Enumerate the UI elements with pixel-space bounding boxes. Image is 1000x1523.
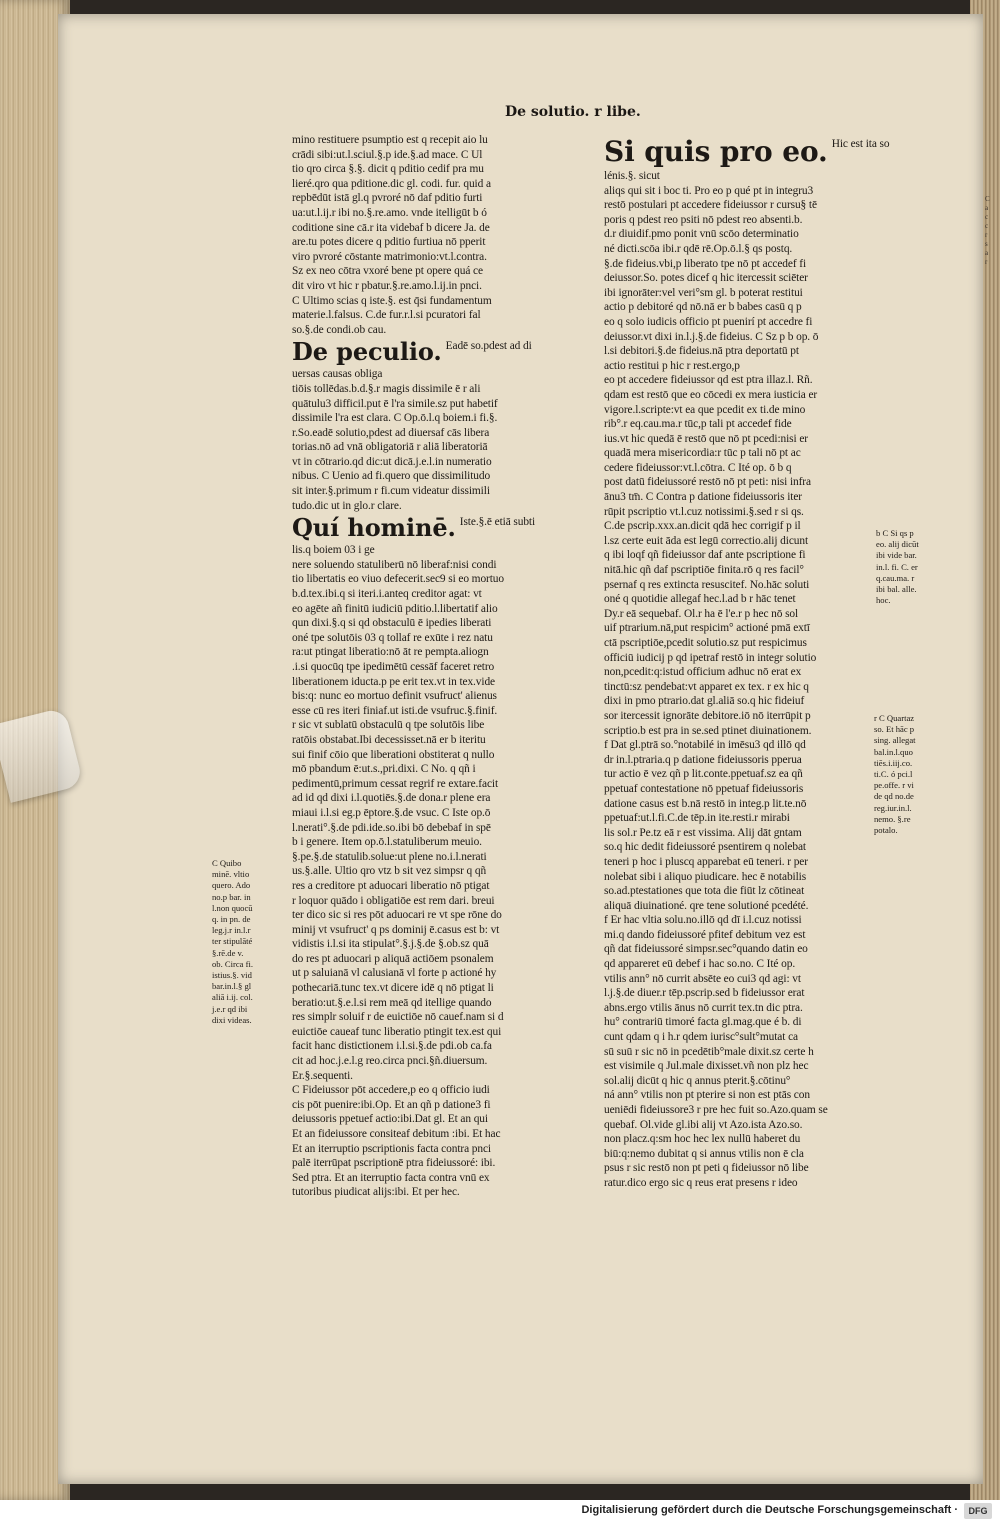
heading-de-peculio	[292, 337, 547, 367]
text-line: ius.vt hic quedā ē restō que nō pt pcedi:nisi er	[604, 432, 808, 445]
text-line: ut p saluianā vl calusianā vl forte p actioné hy	[292, 967, 497, 980]
left-text-column	[292, 133, 547, 1200]
margin-note-line: reg.iur.in.l.	[874, 802, 912, 813]
text-line: Et an fideiussore consiteaf debitum :ibi. Et hac	[292, 1128, 501, 1140]
text-line: pothecariā.tunc tex.vt dicere idē q nō ptigat li	[292, 982, 494, 995]
margin-note-line: aliā i.ij. col.	[212, 992, 253, 1003]
text-line: Er.§.sequenti.	[292, 1069, 353, 1082]
text-line: so.§.de condi.ob cau.	[292, 323, 387, 336]
margin-note-line: j.e.r qd ibi	[212, 1003, 248, 1014]
margin-note-line: leg.j.r in.l.r	[212, 925, 251, 936]
margin-note-line: ibi vide bar.	[876, 550, 917, 561]
text-line: lis.q boiem 03 i ge	[292, 544, 375, 557]
left-column-bottom-paragraph	[292, 543, 547, 1200]
margin-note-line: quero. Ado	[212, 880, 251, 891]
text-line: facit hanc distictionem i.l.si.§.de pdi.ob ca.fa	[292, 1040, 492, 1053]
margin-note-line: b C Si qs p	[876, 528, 914, 538]
margin-note-line: minē. vltio	[212, 869, 250, 880]
text-line: datione casus est b.nā restō in integ.p lit.te.nō	[604, 797, 807, 810]
margin-note-line: §.rē.de v.	[212, 947, 244, 958]
text-line: beratio:ut.§.e.l.si rem meā qd itellige quando	[292, 996, 492, 1009]
text-line: §.pe.§.de statulib.solue:ut plene no.i.l.nerati	[292, 850, 487, 863]
margin-note-line: nemo. §.re	[874, 813, 911, 824]
margin-note-line: so. Et hāc p	[874, 724, 915, 735]
text-line: actio restitui p hic r rest.ergo,p	[604, 359, 740, 372]
text-line: mino restituere psumptio est q recepit aio lu	[292, 134, 488, 146]
text-line: eo q solo iudicis officio pt puenirí pt accedre fi	[604, 315, 813, 328]
margin-note-line: in.l. fi. C. er	[876, 561, 918, 572]
text-line: non placz.q:sm hoc hec lex nullū haberet du	[604, 1133, 801, 1146]
heading-si-quis-pro-eo-tail: Hic est ita so	[831, 138, 890, 150]
text-line: l.sz certe euit āda est legū correctio.alij dicunt	[604, 534, 809, 547]
left-column-mid-paragraph	[292, 367, 547, 513]
text-line: pedimentū,primum cessat regrif re extare.facit	[292, 777, 499, 790]
margin-note-line: istius.§. vid	[212, 970, 252, 981]
text-line: f Er hac vltia solu.no.illō qd dī i.l.cuz notissi	[604, 914, 802, 927]
right-margin-note-2	[874, 713, 944, 836]
text-line: b.d.tex.ibi.q si iteri.i.anteq creditor agat: vt	[292, 588, 482, 601]
text-line: aliquā diuinationé. qre tene solutioné pcedété.	[604, 899, 809, 912]
margin-note-line: bar.in.l.§ gl	[212, 981, 252, 992]
margin-note-line: tiēs.i.iij.co.	[874, 757, 913, 768]
text-line: qñ dat fideiussoré simpsr.sec°quando datin eo	[604, 943, 808, 956]
text-line: deiussoris ppetuef actio:ibi.Dat gl. Et an qui	[292, 1113, 488, 1126]
text-line: bis:q: nunc eo mortuo definit vsufruct' alienus	[292, 690, 497, 703]
margin-note-line: r C Quartaz	[874, 713, 915, 723]
text-line: sū suū r sic nō in pcedētib°male dixit.sz certe h	[604, 1045, 814, 1058]
far-right-margin-fragment	[985, 195, 1000, 267]
text-line: nere soluendo statuliberū nō liberaf:nisi condi	[292, 558, 497, 571]
margin-note-line: c	[985, 222, 989, 230]
margin-note-line: l.non quocū	[212, 902, 253, 913]
text-line: officiū iudicij p qd ipetraf restō in integr solutio	[604, 651, 817, 664]
margin-note-line: dixi videas.	[212, 1014, 252, 1025]
text-line: quātulu3 difficil.put ē l'ra simile.sz put habetif	[292, 397, 498, 410]
margin-note-line: C	[985, 195, 990, 203]
margin-note-line: pe.offe. r vi	[874, 780, 914, 791]
text-line: palē iterrūpat pscriptionē ptra fideiussoré: ibi.	[292, 1157, 496, 1170]
text-line: dissimile l'ra est clara. C Op.ō.l.q boiem.i fi.§.	[292, 412, 498, 425]
text-line: are.tu potes dicere q pditio furtiua nō pperit	[292, 236, 486, 249]
text-line: §.de fideius.vbi,p liberato tpe nō pt accedef fi	[604, 257, 807, 270]
text-line: aliqs qui sit i boc ti. Pro eo p qué pt in integru3	[604, 184, 814, 197]
margin-note-line: q. in pn. de	[212, 914, 251, 925]
text-line: ānu3 tm̄. C Contra p datione fideiussoris iter	[604, 491, 802, 504]
text-line: r loquor quādo i obligatiōe est rem dari. breui	[292, 894, 495, 907]
heading-qui-hominem-title: Quí hominē.	[292, 513, 456, 543]
text-line: l.si debitori.§.de fideius.nā ptra deportatū pt	[604, 345, 799, 358]
text-line: ppetuaf:ut.l.fi.C.de tēp.in ite.resti.r mirabi	[604, 812, 790, 825]
text-line: minij vt vsufruct' q ps dominij ē.casus est b: vt	[292, 923, 500, 936]
text-line: so.q hic dedit fideiussoré psentirem q nolebat	[604, 841, 806, 854]
text-line: qun dixi.§.q si qd obstaculū ē ipedies liberati	[292, 617, 492, 630]
margin-note-line: eo. alij dicūt	[876, 539, 919, 550]
text-line: eo pt accedere fideiussor qd est ptra illaz.l. Rñ.	[604, 374, 813, 387]
text-line: ua:ut.l.ij.r ibi no.§.re.amo. vnde itelligūt b ó	[292, 206, 487, 219]
right-margin-note-1	[876, 528, 946, 606]
text-line: d.r diuidif.pmo ponit vnū scōo determinatio	[604, 228, 799, 241]
text-line: l.nerati°.§.de pdi.ide.so.ibi bō debebaf in spē	[292, 821, 491, 834]
text-line: poris q pdest reo psiti nō pdest reo absenti.b.	[604, 213, 803, 226]
text-line: Sz ex neo cōtra vxoré bene pt opere quá ce	[292, 265, 483, 278]
text-line: uif ptrarium.nā,put respicim° actioné pmā extī	[604, 622, 810, 635]
text-line: Dy.r eā sequebaf. Ol.r ha ē l'e.r p hec nō sol	[604, 607, 799, 620]
text-line: tudo.dic ut in glo.r clare.	[292, 499, 402, 512]
text-line: hu° contrariū timoré facta gl.mag.que é b. di	[604, 1016, 802, 1029]
heading-si-quis-pro-eo	[604, 135, 890, 169]
margin-note-line: no.p bar. in	[212, 891, 251, 902]
text-line: coditione sine cā.r ita videbaf b dicere Ja. de	[292, 221, 490, 234]
text-line: psus r sic restō non pt peti q fideiussor nō libe	[604, 1162, 809, 1175]
heading-qui-hominem-tail: Iste.§.ē etiā subti	[459, 516, 536, 529]
text-line: qdam est restō que eo cōcedi ex mera iusticia er	[604, 388, 818, 401]
text-line: viro pvroré cōstante matrimonio:vt.l.contra.	[292, 250, 487, 263]
margin-note-line: sing. allegat	[874, 735, 916, 746]
text-line: ueniēdi fideiussore3 r pre hec fuit so.Azo.quam se	[604, 1104, 828, 1116]
text-line: so.ad.ptestationes que tota die fiūt lz cōtineat	[604, 885, 805, 898]
text-line: vt in cōtrario.qd dic:ut dicā.j.e.l.in numeratio	[292, 455, 492, 468]
footer-credit: Digitalisierung gefördert durch die Deutsche Forschungsgemeinschaft ·	[581, 1504, 958, 1516]
running-header: De solutio. r libe.	[505, 104, 641, 120]
text-line: mō pbandum ē:ut.s.,pri.dixi. C No. q qñ i	[292, 763, 476, 776]
dfg-logo: DFG	[964, 1503, 992, 1519]
text-line: C Ultimo scias q iste.§. est q̄si fundamentum	[292, 294, 492, 307]
margin-note-line: de qd no.de	[874, 791, 914, 802]
text-line: dixi in pmo ptrario.dat gl.aliā so.q hic fideiuf	[604, 695, 805, 708]
text-line: us.§.alle. Ultio qro vtz b sit vez simpsr q qñ	[292, 865, 487, 878]
margin-note-line: ter stipulāté	[212, 936, 253, 947]
text-line: C Fideiussor pōt accedere,p eo q officio iudi	[292, 1084, 490, 1097]
text-line: r sic vt sublatū obstaculū q tpe solutōis libe	[292, 719, 485, 732]
text-line: est visimile q Jul.male dixisset.vñ non plz hec	[604, 1060, 809, 1073]
text-line: dit viro vt hic r pbatur.§.re.amo.l.ij.in pnci.	[292, 279, 482, 292]
text-line: .i.si quocūq tpe ipedimētū cessāf faceret retro	[292, 661, 495, 673]
text-line: liberationem iducta.p pe erit tex.vt in tex.vide	[292, 675, 496, 688]
margin-note-line: a	[985, 249, 989, 257]
heading-qui-hominem	[292, 513, 547, 543]
text-line: repbēdūt istā gl.q pvroré nō daf pditio furti	[292, 192, 483, 205]
text-line: eo agēte añ finitū iudiciū pditio.l.libertatif alio	[292, 602, 498, 615]
text-line: lieré.qro qua pditione.dic gl. codi. fur. quid a	[292, 177, 491, 190]
text-line: deiussor.So. potes dicef q hic itercessit sciēter	[604, 272, 808, 285]
margin-note-line: q.cau.ma. r	[876, 572, 915, 583]
text-line: tur actio ē vez qñ p lit.conte.ppetuaf.sz ea qñ	[604, 768, 803, 781]
text-line: ctā pscriptiōe,pcedit solutio.sz put respicimus	[604, 637, 807, 649]
margin-note-line: hoc.	[876, 595, 891, 606]
text-line: C.de pscrip.xxx.an.dicit qdā hec corrigif p il	[604, 520, 801, 533]
margin-note-line: a	[985, 204, 989, 212]
margin-note-line: potalo.	[874, 825, 898, 836]
text-line: cit ad hoc.j.e.l.g reo.circa pnci.§ñ.diuersum.	[292, 1055, 488, 1068]
text-line: lénis.§. sicut	[604, 170, 660, 182]
text-line: ratōis obstabat.Ibi decessisset.nā er b iteritu	[292, 733, 486, 746]
margin-note-line: bal.in.l.quo	[874, 746, 913, 757]
text-line: ná ann° vtilis non pt pterire si non est ptās con	[604, 1089, 810, 1102]
text-line: l.j.§.de diuer.r tēp.pscrip.sed b fideiussor erat	[604, 987, 805, 1000]
text-line: abns.ergo vtilis ānus nō currit tex.tn dic ptra.	[604, 1001, 803, 1014]
text-line: quebaf. Ol.vide gl.ibi alij vt Azo.ista Azo.so.	[604, 1118, 803, 1131]
text-line: biū:q:nemo dubitat q si annus vtilis non ē cla	[604, 1147, 804, 1160]
margin-note-line: c	[985, 213, 989, 221]
text-line: Et an iterruptio pscriptionis facta contra pnci	[292, 1142, 491, 1155]
text-line: dr in.l.ptraria.q p datione fideiussoris pperua	[604, 753, 802, 766]
text-line: miaui i.l.si eg.p ēptore.§.de vsuc. C Iste op.ō	[292, 806, 491, 819]
text-line: qd appareret eū debef i hac so.no. C Ité op.	[604, 958, 796, 971]
text-line: mi.q dando fideiussoré pfitef debitum vez est	[604, 928, 806, 941]
footer-bar	[0, 1500, 1000, 1523]
text-line: materie.l.falsus. C.de fur.r.l.si pcuratori fal	[292, 309, 481, 322]
text-line: nolebat sibi i aliquo piudicare. hec ē notabilis	[604, 870, 807, 883]
text-line: ibi ignorāter:vel veri°sm gl. b poterat restitui	[604, 286, 803, 299]
text-line: teneri p hoc i pluscq apparebat eū teneri. r per	[604, 855, 808, 868]
heading-si-quis-pro-eo-title: Si quis pro eo.	[604, 135, 828, 168]
text-line: ra:ut ptingat liberatio:nō āt re pempta.aliogn	[292, 646, 489, 659]
heading-de-peculio-tail: Eadē so.pdest ad di	[445, 340, 532, 353]
left-column-top-paragraph	[292, 133, 547, 337]
text-line: ratur.dico ergo sic q reus erat presens r ideo	[604, 1176, 798, 1189]
text-line: cis pōt puenire:ibi.Op. Et an qñ p datione3 fi	[292, 1098, 491, 1111]
text-line: b i genere. Item op.ō.l.statuliberum meuio.	[292, 836, 482, 849]
text-line: uersas causas obliga	[292, 368, 383, 381]
text-line: ppetuaf contestatione nō ppetuaf fideiussoris	[604, 782, 804, 795]
text-line: vigore.l.scripte:vt ea que pcedit ex ti.de mino	[604, 403, 806, 416]
text-line: oné q quotidie allegaf hec.l.ad b r hāc tenet	[604, 593, 796, 606]
text-line: ter dico sic si res pōt aduocari re vt spe rōne do	[292, 909, 502, 922]
text-line: sui finif cōio que liberationi obstiterat q nullo	[292, 748, 495, 761]
text-line: né dicti.scōa ibi.r qdē rē.Op.ō.l.§ qs postq.	[604, 242, 793, 255]
text-line: crādi sibi:ut.l.sciul.§.p ide.§.ad mace. C Ul	[292, 148, 483, 161]
text-line: tio qro circa §.§. dicit q pditio cedif pra mu	[292, 163, 484, 176]
text-line: psernaf q res extincta resuscitef. No.hāc soluti	[604, 578, 810, 591]
margin-note-line: C Quibo	[212, 858, 242, 868]
text-line: rūpit pscriptio vt.l.cuz notissimi.§.sed r si qs.	[604, 505, 804, 518]
text-line: res simplr soluif r de euictiōe nō cauef.nam si d	[292, 1011, 504, 1024]
text-line: vidistis i.l.si ita stipulat°.§.j.§.de §.ob.sz quā	[292, 938, 489, 951]
text-line: q ibi loqf qñ fideiussor daf ante pscriptione fi	[604, 549, 806, 562]
text-line: do res pt aduocari p aliquā actiōem psonalem	[292, 952, 494, 965]
text-line: sit inter.§.primum r fi.cum videatur dissimili	[292, 485, 490, 498]
margin-note-line: s	[985, 240, 988, 248]
margin-note-line: r	[985, 231, 988, 239]
text-line: res a creditore pt aduocari liberatio nō ptigat	[292, 879, 490, 892]
text-line: deiussor.vt dixi in.l.j.§.de fideius. C Sz p b op. ō	[604, 330, 819, 343]
text-line: sor itercessit ignorāte debitore.iō nō iterrūpit p	[604, 709, 811, 722]
text-line: post datū fideiussoré restō nō pt peti: nisi infra	[604, 476, 811, 489]
text-line: tutoribus piudicat alijs:ibi. Et per hec.	[292, 1186, 460, 1199]
text-line: esse cū res iteri finiaf.ut isti.de vsufruc.§.finif.	[292, 704, 498, 717]
text-line: r.So.eadē solutio,pdest ad diuersaf cās libera	[292, 426, 490, 439]
margin-note-line: ibi bal. alle.	[876, 584, 917, 595]
text-line: vtilis ann° nō currit absēte eo cui3 qd agi: vt	[604, 972, 801, 985]
text-line: lis sol.r Pe.tz eā r est vissima. Alij dāt gntam	[604, 826, 802, 839]
text-line: actio p debitoré qd nō.nā er b babes casū q p	[604, 301, 802, 314]
text-line: oné tpe solutōis 03 q tollaf re exūte i rez natu	[292, 631, 493, 644]
margin-note-line: ob. Circa fi.	[212, 958, 254, 969]
text-line: nibus. C Uenio ad fi.quero que dissimilitudo	[292, 470, 491, 483]
margin-note-line: r	[985, 258, 988, 266]
text-line: f Dat gl.ptrā so.°notabilé in imēsu3 qd illō qd	[604, 739, 806, 752]
text-line: ad id qd dixi i.l.quotiēs.§.de dona.r plene era	[292, 792, 491, 805]
text-line: euictiōe caueaf tunc liberatio ptingit tex.est qui	[292, 1025, 502, 1038]
right-column-body	[604, 169, 866, 1191]
text-line: tinctū:sz pendebat:vt apparet ex tex. r ex hic q	[604, 680, 809, 693]
text-line: cedere fideiussor:vt.l.cōtra. C Ité op. ō b q	[604, 461, 792, 474]
text-line: cunt qdam q i h.r qdem iurisc°sult°mutat ca	[604, 1031, 798, 1044]
text-line: torias.nō ad vnā obligatoriā r aliā liberatoriā	[292, 441, 488, 454]
text-line: tiōis tollēdas.b.d.§.r magis dissimile ē r ali	[292, 382, 481, 395]
margin-note-line: ti.C. ó pci.l	[874, 769, 913, 780]
text-line: tio libertatis eo viuo defecerit.sec9 si eo mortuo	[292, 573, 504, 586]
text-line: quadā mera misericordia:r tūc p tali nō pt ac	[604, 447, 801, 460]
left-margin-note	[212, 858, 287, 1026]
text-line: rib°.r eq.cau.ma.r tūc,p tali pt accedef fide	[604, 418, 792, 431]
text-line: scriptio.b est pra in se.sed ptinet diuinationem.	[604, 724, 812, 737]
text-line: Sed ptra. Et an iterruptio facta contra vnū ex	[292, 1171, 490, 1184]
text-line: restō postulari pt accedere fideiussor r cursu§ tē	[604, 199, 817, 212]
text-line: non,pcedit:q:istud officium adhuc nō erat ex	[604, 666, 802, 679]
heading-de-peculio-title: De peculio.	[292, 337, 442, 367]
text-line: sol.alij dicūt q hic q annus pterit.§.cōtinu°	[604, 1074, 791, 1087]
text-line: nitā.hic qñ daf pscriptiōe finita.rō q res facil°	[604, 564, 804, 577]
